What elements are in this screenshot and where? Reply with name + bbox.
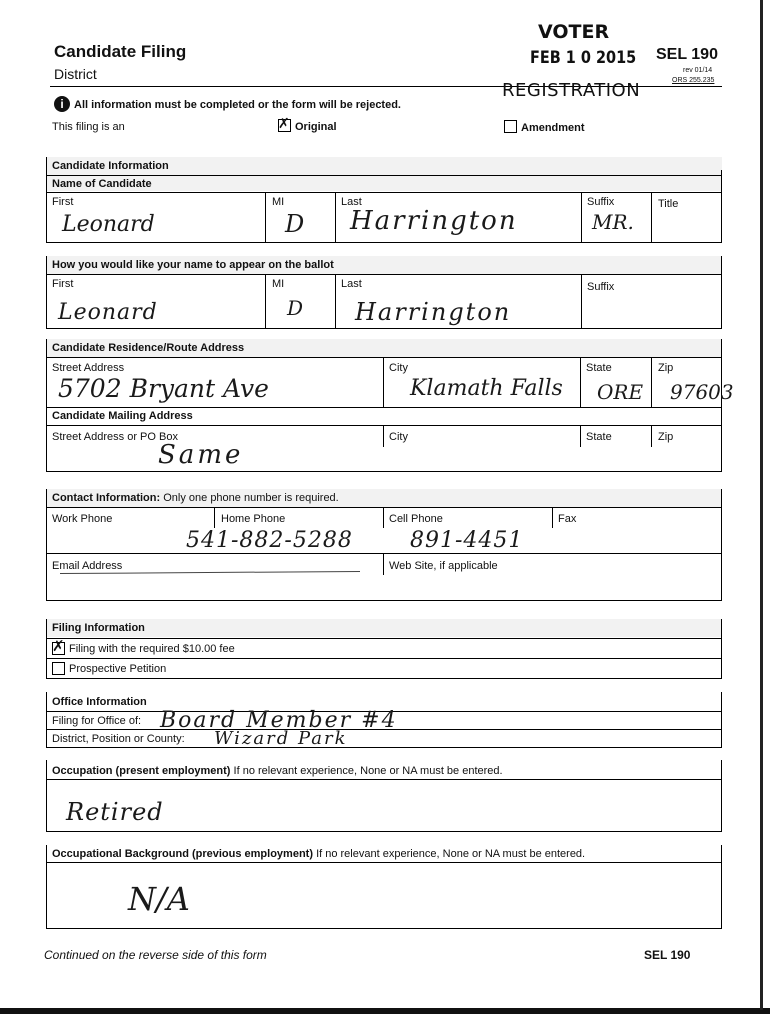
residence-heading: Candidate Residence/Route Address [52,342,245,354]
ballot-suffix-label: Suffix [587,281,615,293]
residence-city-label: City [389,362,408,374]
petition-option-label: Prospective Petition [69,663,167,675]
home-phone-value[interactable]: 541-882-5288 [186,528,353,553]
scan-edge-right [760,0,763,1010]
background-heading-note: If no relevant experience, None or NA must be entered. [316,848,586,860]
suffix-value[interactable]: MR. [592,210,634,234]
ballot-name-heading: How you would like your name to appear on the ballot [52,259,334,271]
occupation-heading [52,765,503,777]
residence-city-value[interactable]: Klamath Falls [410,376,563,401]
title-value[interactable] [658,216,713,234]
footer-code: SEL 190 [644,948,691,962]
mailing-zip-label: Zip [658,431,674,443]
background-heading-title: Occupational Background (previous employment) [52,848,313,860]
ballot-suffix-value[interactable] [587,300,707,320]
petition-checkbox[interactable] [52,662,65,675]
original-label: Original [295,121,337,133]
stamp-date: FEB 1 0 2015 [530,48,637,68]
ballot-first-label: First [52,278,74,290]
office-label: Filing for Office of: [52,715,142,727]
residence-state-value[interactable]: ORE [597,380,644,404]
mailing-street-value[interactable]: Same [158,440,244,470]
mailing-heading: Candidate Mailing Address [52,410,193,422]
form-title: Candidate Filing [54,42,187,61]
first-name-label: First [52,196,74,208]
form-code: SEL 190 [656,46,718,63]
mailing-state-value[interactable] [586,448,646,466]
filing-info-heading: Filing Information [52,622,145,634]
amendment-checkbox[interactable] [504,120,517,133]
form-ors: ORS 255.235 [672,77,715,84]
title-label: Title [658,198,679,210]
mailing-state-label: State [586,431,612,443]
form-subtitle: District [54,66,97,82]
first-name-value[interactable]: Leonard [62,212,155,237]
work-phone-label: Work Phone [52,513,113,525]
suffix-label: Suffix [587,196,615,208]
fee-check-mark: ✗ [52,638,65,655]
occupation-heading-title: Occupation (present employment) [52,765,231,777]
mailing-zip-value[interactable] [658,448,718,466]
mailing-street-label: Street Address or PO Box [52,431,178,443]
stamp-voter: VOTER [538,21,610,43]
stamp-registration: REGISTRATION [502,80,641,101]
residence-street-label: Street Address [52,362,125,374]
occupation-value[interactable]: Retired [66,798,164,826]
mailing-city-label: City [389,431,408,443]
residence-street-value[interactable]: 5702 Bryant Ave [58,374,269,403]
cell-phone-label: Cell Phone [389,513,443,525]
cell-phone-value[interactable]: 891-4451 [410,528,524,553]
ballot-mi-value[interactable]: D [287,296,304,320]
info-icon: i [54,96,70,112]
candidate-info-heading: Candidate Information [52,160,169,172]
contact-heading-title: Contact Information: [52,492,161,504]
scan-edge-bar [0,1008,770,1014]
ballot-mi-label: MI [272,278,285,290]
mi-label: MI [272,196,285,208]
residence-state-label: State [586,362,612,374]
contact-heading-note: Only one phone number is required. [163,492,339,504]
amendment-label: Amendment [521,122,585,134]
last-name-label: Last [341,196,362,208]
home-phone-label: Home Phone [221,513,286,525]
office-info-heading: Office Information [52,696,147,708]
ballot-last-label: Last [341,278,362,290]
residence-zip-value[interactable]: 97603 [670,380,734,404]
original-check-mark: ✗ [278,115,290,131]
candidate-name-heading: Name of Candidate [52,178,152,190]
email-label: Email Address [52,560,123,572]
filing-type-label: This filing is an [52,121,125,133]
fax-label: Fax [558,513,577,525]
notice-text: All information must be completed or the form will be rejected. [74,99,401,111]
contact-heading [52,492,339,504]
last-name-value[interactable]: Harrington [350,206,518,236]
office-value[interactable]: Board Member #4 [160,708,398,733]
district-value[interactable]: Wizard Park [214,728,348,749]
mi-value[interactable]: D [285,210,305,238]
form-rev: rev 01/14 [683,67,713,74]
residence-zip-label: Zip [658,362,674,374]
ballot-first-value[interactable]: Leonard [58,300,158,325]
mailing-city-value[interactable] [389,448,574,466]
website-label: Web Site, if applicable [389,560,498,572]
occupation-heading-note: If no relevant experience, None or NA must be entered. [233,765,503,777]
ballot-last-value[interactable]: Harrington [355,298,512,326]
continued-note: Continued on the reverse side of this form [44,948,267,962]
background-value[interactable]: N/A [128,880,190,918]
background-heading [52,848,585,860]
fee-option-label: Filing with the required $10.00 fee [69,643,235,655]
district-label: District, Position or County: [52,733,185,745]
